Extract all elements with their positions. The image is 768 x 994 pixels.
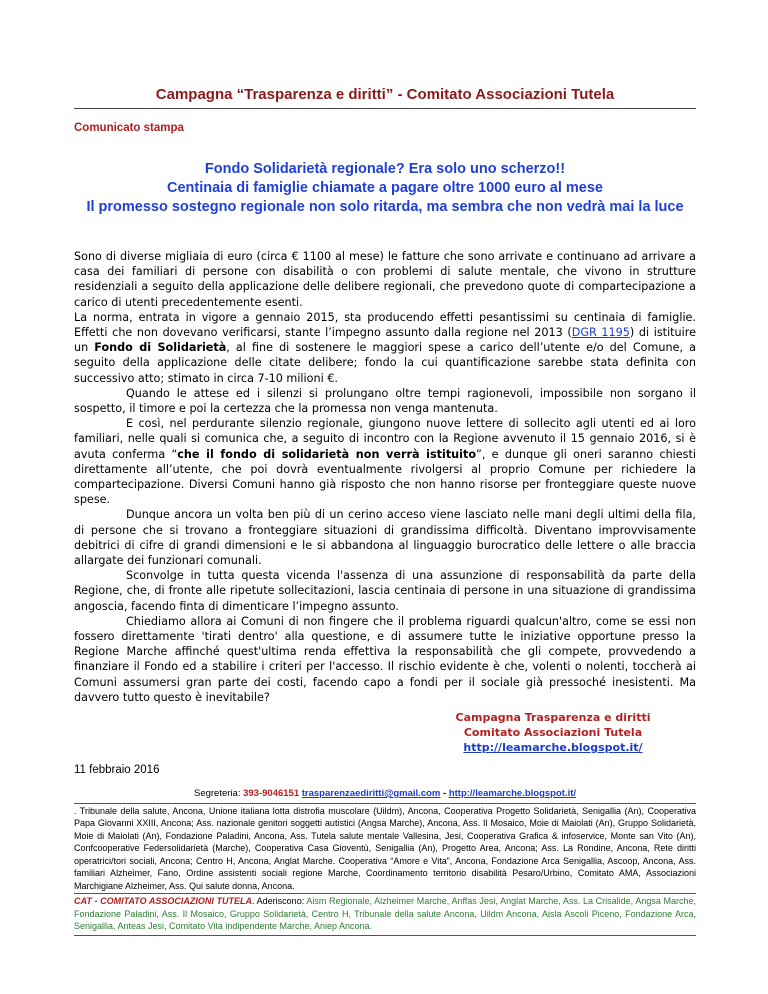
- paragraph-4: [74, 416, 696, 507]
- cat-members-text: [74, 895, 696, 933]
- paragraph-7: Chiediamo allora ai Comuni di non fingere che il problema riguardi qualcun'altro, come se essi non fossero direttamente 'tirati dentro' alla questione, e di assumere tutte le iniziative opportune presso la Regione Marche affinché quest'ultima renda effettiva la responsabilità che gli compete, provvedendo a finanziare il Fondo ed a stabilire i criteri per l'accesso. Il rischio evidente è che, volenti o nolenti, toccherà ai Comuni assumersi gran parte dei costi, facendo capo a fondi per il sociale già pressoché inesistenti. Ma davvero tutto questo è inevitabile?: [74, 614, 696, 704]
- headline-line-2: Centinaia di famiglie chiamate a pagare oltre 1000 euro al mese: [167, 180, 603, 196]
- campaign-members: . Tribunale della salute, Ancona, Unione italiana lotta distrofia muscolare (Uildm), Ancona, Cooperativa Progetto Solidarietà, Senigallia (An), Cooperativa Papa Giovanni XXIII, Ancona; Ass. nazionale genitori soggetti autistici (Angsa Marche), Ancona, Ass. Il Mosaico, Moie di Maiolati (An), Gruppo Solidarietà, Moie di Maiolati (An), Fondazione Paladini, Ancona, Ass. Tutela salute mentale Vallesina, Jesi, Cooperativa Grafica & infoservice, Monte san Vito (An), Confcooperative Federsolidarietà (Marche), Cooperativa Casa Gioventù, Senigallia (An), Progetto Area, Ancona; Ass. La Rondine, Ancona, Rete diritti operatrici/tori sociali, Ancona; Centro H, Ancona, Anglat Marche. Cooperativa “Amore e Vita”, Ancona, Fondazione Arca Senigallia, Ascoop, Ancona, Ass. familiari Alzheimer, Fano, Ordine assistenti sociali regione Marche, Coordinamento territorio disabilità Pesaro/Urbino, Comitato AMA, Associazioni Marchigiane Alzheimer, Ass. Qui salute donna, Ancona.: [74, 805, 696, 891]
- article-body: [74, 249, 696, 705]
- footer-contact-line: [74, 788, 696, 801]
- paragraph-3: Quando le attese ed i silenzi si prolungano oltre tempi ragionevoli, impossibile non sorgano il sospetto, il timore e poi la certezza che la promessa non venga mantenuta.: [74, 386, 696, 416]
- footer-separator: -: [440, 788, 449, 799]
- press-release-label: Comunicato stampa: [74, 122, 184, 134]
- header-divider: [74, 108, 696, 109]
- headline: [74, 160, 696, 217]
- paragraph-2-text-a: La norma, entrata in vigore a gennaio 2015, sta producendo effetti pesantissimi su centinaia di famiglie. Effetti che non dovevano verificarsi, stante l’impegno assunto dalla regione nel 2013 (: [74, 310, 696, 340]
- headline-line-3: Il promesso sostegno regionale non solo ritarda, ma sembra che non vedrà mai la luce: [86, 199, 684, 215]
- paragraph-4-text-b: ”, e dunque gli oneri saranno chiesti direttamente all’utente, che poi dovrà eventualmente rivolgersi al proprio Comune per richiedere la compartecipazione. Diversi Comuni hanno già risposto che non hanno risorse per fronteggiare queste nuove spese.: [74, 447, 697, 507]
- paragraph-6: Sconvolge in tutta questa vicenda l'assenza di una assunzione di responsabilità da parte della Regione, che, di fronte alle ripetute sollecitazioni, lascia centinaia di persone in una situazione di grandissima angoscia, facendo finta di dimenticare l’impegno assunto.: [74, 569, 696, 613]
- signature-block: [410, 710, 696, 755]
- cat-intro: . Aderiscono:: [252, 896, 307, 906]
- paragraph-1: Sono di diverse migliaia di euro (circa € 1100 al mese) le fatture che sono arrivate e continuano ad arrivare a casa dei familiari di persone con disabilità o con problemi di salute mentale, che vivono in strutture residenziali a seguito della applicazione delle delibere regionali, che prevedono quote di compartecipazione a carico di utenti precedentemente esenti.: [74, 250, 696, 309]
- campaign-members-text: [74, 805, 696, 893]
- footer: [74, 788, 696, 937]
- fondo-non-istituito-bold: che il fondo di solidarietà non verrà istituito: [177, 447, 477, 461]
- footer-divider-1: [74, 803, 696, 804]
- paragraph-4-text-a: E così, nel perdurante silenzio regionale, giungono nuove lettere di sollecito agli utenti ed ai loro familiari, nelle quali si comunica che, a seguito di incontro con la Regione avvenuto il 15 gennaio 2016, si è avuta conferma “: [74, 417, 696, 461]
- email-link[interactable]: trasparenzaediritti@gmail.com: [301, 788, 441, 799]
- footer-blog-link[interactable]: http://leamarche.blogspot.it/: [448, 788, 577, 799]
- cat-label: CAT - COMITATO ASSOCIAZIONI TUTELA: [74, 896, 253, 906]
- footer-divider-2: [74, 893, 696, 894]
- fondo-solidarieta-bold: Fondo di Solidarietà: [94, 341, 227, 355]
- signature-committee: Comitato Associazioni Tutela: [463, 726, 643, 739]
- footer-divider-3: [74, 935, 696, 936]
- phone-number: 393-9046151: [243, 788, 300, 799]
- paragraph-5: Dunque ancora un volta ben più di un cerino acceso viene lasciato nelle mani degli ultimi della fila, di persone che si trovano a fronteggiare situazioni di grandissima difficoltà. Diventano improvvisamente debitrici di cifre di grandi dimensioni e le si abbandona al linguaggio burocratico delle lettere o alle braccia allargate dei funzionari comunali.: [74, 508, 696, 568]
- paragraph-2-text-c: , al fine di sostenere le maggiori spese a carico dell’utente e/o del Comune, a seguito della applicazione delle citate delibere; fondo la cui quantificazione sarebbe stata definita con successivo atto; stimato in circa 7-10 milioni €.: [74, 341, 696, 385]
- paragraph-2: [74, 310, 696, 386]
- segreteria-label: Segreteria:: [193, 788, 244, 799]
- dgr-1195-link[interactable]: DGR 1195: [571, 326, 630, 340]
- document-date: 11 febbraio 2016: [74, 764, 160, 776]
- signature-blog-link[interactable]: http://leamarche.blogspot.it/: [463, 741, 643, 754]
- headline-line-1: Fondo Solidarietà regionale? Era solo uno scherzo!!: [204, 161, 566, 177]
- signature-campaign: Campagna Trasparenza e diritti: [455, 711, 651, 724]
- cat-members: Aism Regionale, Alzheimer Marche, Anffas Jesi, Anglat Marche, Ass. La Crisalide, Angsa Marche, Fondazione Paladini, Ass. Il Mosaico, Gruppo Solidarietà, Centro H, Tribunale della salute Ancona, Uildm Ancona, Aisla Ascoli Piceno, Fondazione Arca, Senigallia, Anteas Jesi, Comitato Vita indipendente Marche, Aniep Ancona.: [74, 896, 696, 931]
- campaign-header-title: Campagna “Trasparenza e diritti” - Comitato Associazioni Tutela: [155, 86, 615, 103]
- paragraph-2-text-b: ) di istituire un: [74, 326, 696, 355]
